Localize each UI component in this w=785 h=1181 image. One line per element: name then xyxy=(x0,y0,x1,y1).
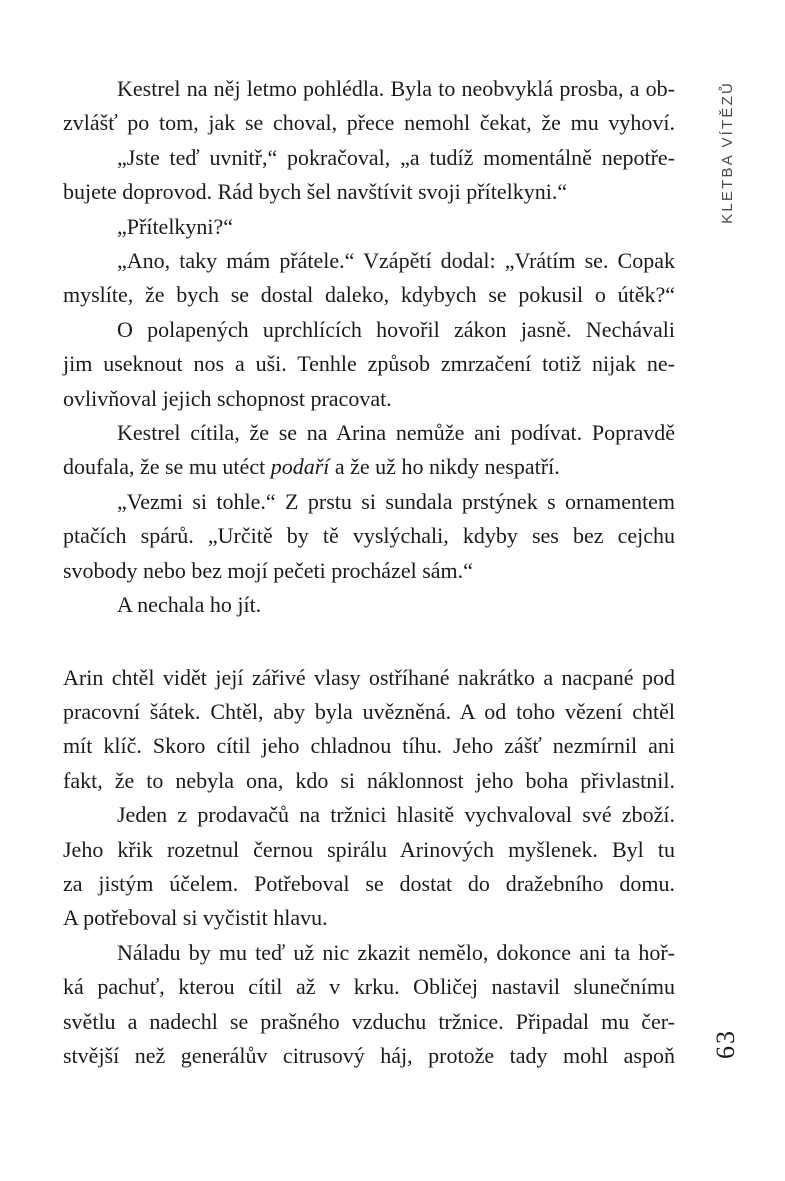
text-line: stvější než generálův citrusový háj, protože tady mohl aspoň xyxy=(63,1042,675,1068)
text-line: „Ano, taky mám přátele.“ Vzápětí dodal: „Vrátím se. Copak xyxy=(117,248,675,274)
running-header: KLETBA VÍTĚZŮ xyxy=(719,81,736,224)
text-line: za jistým účelem. Potřeboval se dostat do dražebního domu. xyxy=(63,870,675,896)
text-line: ptačích spárů. „Určitě by tě vyslýchali, kdyby ses bez cejchu xyxy=(63,523,675,549)
text-line: Jeho křik rozetnul černou spirálu Arinových myšlenek. Byl tu xyxy=(63,836,675,862)
text-line: A potřeboval si vyčistit hlavu. xyxy=(63,905,328,931)
text-line: mít klíč. Skoro cítil jeho chladnou tíhu. Jeho zášť nezmírnil ani xyxy=(63,733,675,759)
text-line: „Přítelkyni?“ xyxy=(117,213,234,239)
text-line: zvlášť po tom, jak se choval, přece nemohl čekat, že mu vyhoví. xyxy=(63,110,675,136)
text-line: „Vezmi si tohle.“ Z prstu si sundala prstýnek s ornamentem xyxy=(117,488,675,514)
italic-word: podaří xyxy=(270,454,330,480)
text-line: fakt, že to nebyla ona, kdo si náklonnost jeho boha přivlastnil. xyxy=(63,767,675,793)
text-block xyxy=(63,72,675,1073)
text-line: Jeden z prodavačů na tržnici hlasitě vychvaloval své zboží. xyxy=(117,802,675,828)
section-break xyxy=(63,623,675,661)
text-line: doufala, že se mu utéct podaří a že už ho nikdy nespatří. xyxy=(63,454,560,480)
text-line: svobody nebo bez mojí pečeti procházel sám.“ xyxy=(63,557,473,583)
text-line: A nechala ho jít. xyxy=(117,592,262,618)
page-number: 63 xyxy=(711,1029,740,1059)
text-line: myslíte, že bych se dostal daleko, kdybych se pokusil o útěk?“ xyxy=(63,282,675,308)
text-line: Kestrel cítila, že se na Arina nemůže ani podívat. Popravdě xyxy=(117,420,675,446)
text-line: ovlivňoval jejich schopnost pracovat. xyxy=(63,385,392,411)
text-line: jim useknout nos a uši. Tenhle způsob zmrzačení totiž nijak ne- xyxy=(63,351,675,377)
text-line: světlu a nadechl se prašného vzduchu tržnice. Připadal mu čer- xyxy=(63,1008,675,1034)
text-line: Arin chtěl vidět její zářivé vlasy ostříhané nakrátko a nacpané pod xyxy=(63,664,675,690)
text-line: bujete doprovod. Rád bych šel navštívit svoji přítelkyni.“ xyxy=(63,179,568,205)
text-line: O polapených uprchlících hovořil zákon jasně. Nechávali xyxy=(117,316,675,342)
text-line: „Jste teď uvnitř,“ pokračoval, „a tudíž momentálně nepotře- xyxy=(117,144,675,170)
text-line: Náladu by mu teď už nic zkazit nemělo, dokonce ani ta hoř- xyxy=(117,939,675,965)
text-line: ká pachuť, kterou cítil až v krku. Obličej nastavil slunečnímu xyxy=(63,974,675,1000)
text-line: Kestrel na něj letmo pohlédla. Byla to neobvyklá prosba, a ob- xyxy=(117,76,675,101)
text-line: pracovní šátek. Chtěl, aby byla uvězněná. A od toho vězení chtěl xyxy=(63,698,675,724)
